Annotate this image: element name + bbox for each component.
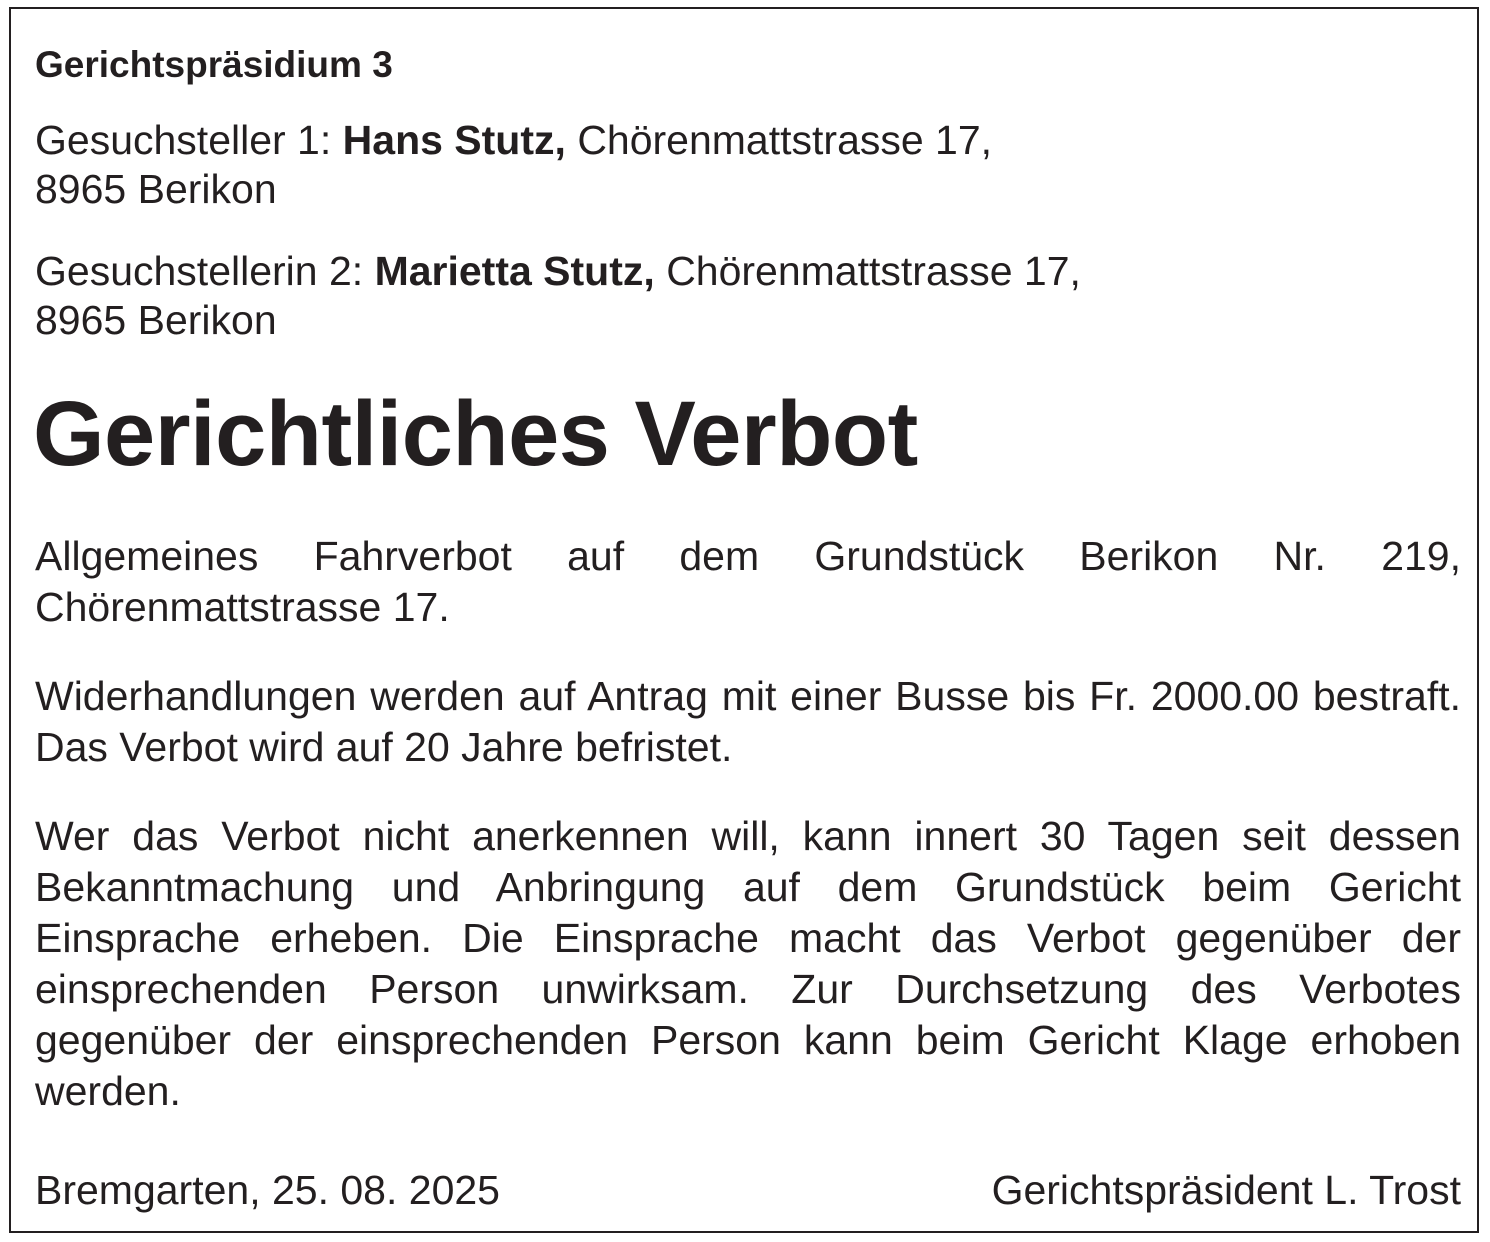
paragraph-penalty: Widerhandlungen werden auf Antrag mit einer Busse bis Fr. 2000.00 bestraft. Das Verbot wird auf 20 Jahre befristet. bbox=[35, 673, 1461, 770]
applicant-2-role: Gesuchstellerin 2: bbox=[35, 248, 364, 294]
applicant-1-role: Gesuchsteller 1: bbox=[35, 117, 332, 163]
paragraph-objection: Wer das Verbot nicht anerkennen will, kann innert 30 Tagen seit dessen Bekanntmachung und Anbringung auf dem Grundstück beim Gericht Einsprache erheben. Die Einsprache macht das Verbot gegenüber der einsprechenden Person unwirksam. Zur Durchsetzung des Verbotes gegenüber der einsprechenden Person kann beim Gericht Klage erhoben werden. bbox=[35, 813, 1461, 1114]
court-authority: Gerichtspräsidium 3 bbox=[35, 44, 393, 85]
notice-headline: Gerichtliches Verbot bbox=[33, 383, 918, 485]
applicant-2-street: Chörenmattstrasse 17, bbox=[666, 248, 1081, 294]
applicant-1-name: Hans Stutz, bbox=[342, 117, 566, 163]
applicant-2 bbox=[35, 247, 1081, 345]
notice-content bbox=[33, 9, 1461, 1231]
paragraph-driving-ban: Allgemeines Fahrverbot auf dem Grundstück Berikon Nr. 219, Chörenmattstrasse 17. bbox=[35, 533, 1461, 630]
notice-frame bbox=[9, 7, 1479, 1233]
notice-footer bbox=[35, 1166, 1461, 1215]
signatory: Gerichtspräsident L. Trost bbox=[991, 1167, 1461, 1213]
applicant-1-city: 8965 Berikon bbox=[35, 166, 277, 212]
applicant-1-street: Chörenmattstrasse 17, bbox=[577, 117, 993, 163]
applicant-2-name: Marietta Stutz, bbox=[374, 248, 655, 294]
applicant-2-city: 8965 Berikon bbox=[35, 297, 277, 343]
place-date: Bremgarten, 25. 08. 2025 bbox=[35, 1167, 500, 1213]
applicant-1 bbox=[35, 116, 992, 214]
